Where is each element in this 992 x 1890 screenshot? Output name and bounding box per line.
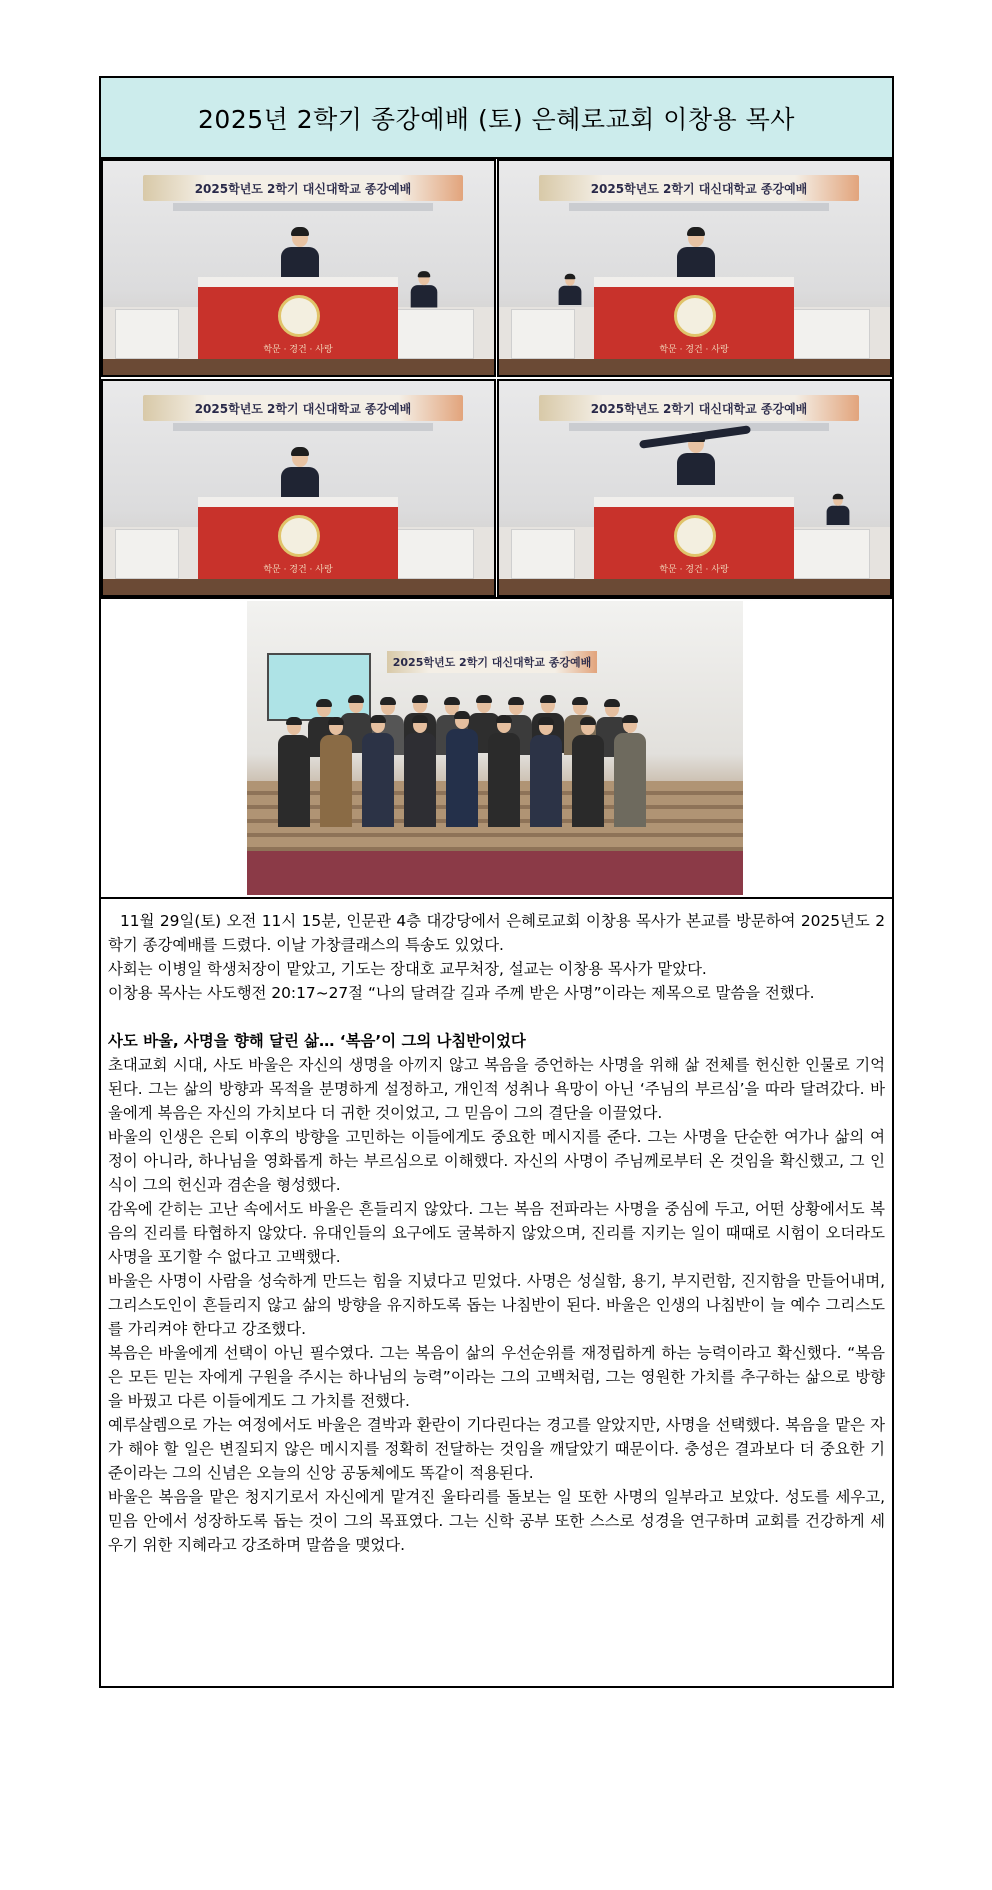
lectern: 학문 · 경건 · 사랑 (198, 497, 398, 579)
photo-banner: 2025학년도 2학기 대신대학교 종강예배 (539, 395, 859, 421)
speaker-figure (279, 449, 321, 499)
group-photo (247, 601, 743, 895)
group-photo-cell (101, 599, 892, 899)
university-seal-icon (674, 515, 716, 557)
article-paragraph: 바울은 사명이 사람을 성숙하게 만드는 힘을 지녔다고 믿었다. 사명은 성실함, 용기, 부지런함, 진지함을 만들어내며, 그리스도인이 흔들리지 않고 삶의 방향을 유지하도록 돕는 나침반이 된다. 바울은 인생의 나침반이 늘 예수 그리스도를 가리켜야 한다고 강조했다. (108, 1272, 885, 1338)
seated-figure (825, 495, 850, 525)
worship-photo-2 (497, 159, 892, 377)
photo-banner: 2025학년도 2학기 대신대학교 종강예배 (539, 175, 859, 201)
article-paragraph: 감옥에 갇히는 고난 속에서도 바울은 흔들리지 않았다. 그는 복음 전파라는 사명을 중심에 두고, 어떤 상황에서도 복음의 진리를 타협하지 않았다. 유대인들의 요구에도 굴복하지 않았으며, 진리를 지키는 일이 때때로 시험이 오더라도 사명을 포기할 수 없다고 고백했다. (108, 1200, 885, 1266)
article-paragraph: 바울의 인생은 은퇴 이후의 방향을 고민하는 이들에게도 중요한 메시지를 준다. 그는 사명을 단순한 여가나 삶의 여정이 아니라, 하나님을 영화롭게 하는 부르심으로 이해했다. 자신의 사명이 주님께로부터 온 것임을 확신했고, 그 인식이 그의 헌신과 겸손을 형성했다. (108, 1128, 885, 1194)
university-seal-icon (278, 295, 320, 337)
seated-figure (557, 275, 582, 305)
article-heading: 사도 바울, 사명을 향해 달린 삶… ‘복음’이 그의 나침반이었다 (108, 1032, 526, 1050)
article-paragraph: 초대교회 시대, 사도 바울은 자신의 생명을 아끼지 않고 복음을 증언하는 사명을 위해 삶 전체를 헌신한 인물로 기억된다. 그는 삶의 방향과 목적을 분명하게 설정하고, 개인적 성취나 욕망이 아닌 ‘주님의 부르심’을 따라 달려갔다. 바울에게 복음은 자신의 가치보다 더 귀한 것이었고, 그 믿음이 그의 결단을 이끌었다. (108, 1056, 885, 1122)
article-intro-paragraph: 이창용 목사는 사도행전 20:17~27절 “나의 달려갈 길과 주께 받은 사명”이라는 제목으로 말씀을 전했다. (108, 984, 815, 1002)
article-intro-paragraph: 사회는 이병일 학생처장이 맡았고, 기도는 장대호 교무처장, 설교는 이창용 목사가 맡았다. (108, 960, 707, 978)
article-paragraph: 예루살렘으로 가는 여정에서도 바울은 결박과 환란이 기다린다는 경고를 알았지만, 사명을 선택했다. 복음을 맡은 자가 해야 할 일은 변질되지 않은 메시지를 정확히 전달하는 것임을 깨달았기 때문이다. 충성은 결과보다 더 중요한 기준이라는 그의 신념은 오늘의 신앙 공동체에도 똑같이 적용된다. (108, 1416, 885, 1482)
article-intro-paragraph: 11월 29일(토) 오전 11시 15분, 인문관 4층 대강당에서 은혜로교회 이창용 목사가 본교를 방문하여 2025년도 2학기 종강예배를 드렸다. 이날 가창클래스의 특송도 있었다. (108, 912, 885, 954)
photo-grid (101, 159, 892, 599)
lectern: 학문 · 경건 · 사랑 (198, 277, 398, 359)
photo-banner: 2025학년도 2학기 대신대학교 종강예배 (387, 651, 597, 673)
page-title: 2025년 2학기 종강예배 (토) 은혜로교회 이창용 목사 (101, 78, 892, 159)
report-frame (99, 76, 894, 1688)
university-seal-icon (674, 295, 716, 337)
article-paragraph: 바울은 복음을 맡은 청지기로서 자신에게 맡겨진 울타리를 돌보는 일 또한 사명의 일부라고 보았다. 성도를 세우고, 믿음 안에서 성장하도록 돕는 것이 그의 목표였다. 그는 신학 공부 또한 스스로 성경을 연구하며 교회를 건강하게 세우기 위한 지혜라고 강조하며 말씀을 맺었다. (108, 1488, 885, 1554)
worship-photo-1 (101, 159, 496, 377)
speaker-figure (675, 229, 717, 279)
worship-photo-3 (101, 379, 496, 597)
seated-figure (409, 273, 438, 308)
worship-photo-4 (497, 379, 892, 597)
photo-banner: 2025학년도 2학기 대신대학교 종강예배 (143, 175, 463, 201)
university-seal-icon (278, 515, 320, 557)
photo-banner: 2025학년도 2학기 대신대학교 종강예배 (143, 395, 463, 421)
speaker-figure (279, 229, 321, 279)
lectern: 학문 · 경건 · 사랑 (594, 277, 794, 359)
article-paragraph: 복음은 바울에게 선택이 아닌 필수였다. 그는 복음이 삶의 우선순위를 재정립하게 하는 능력이라고 확신했다. “복음은 모든 믿는 자에게 구원을 주시는 하나님의 능력”이라는 그의 고백처럼, 그는 영원한 가치를 추구하는 삶으로 방향을 바꿨고 다른 이들에게도 그 가치를 전했다. (108, 1344, 885, 1410)
article-body (101, 899, 892, 1688)
lectern: 학문 · 경건 · 사랑 (594, 497, 794, 579)
